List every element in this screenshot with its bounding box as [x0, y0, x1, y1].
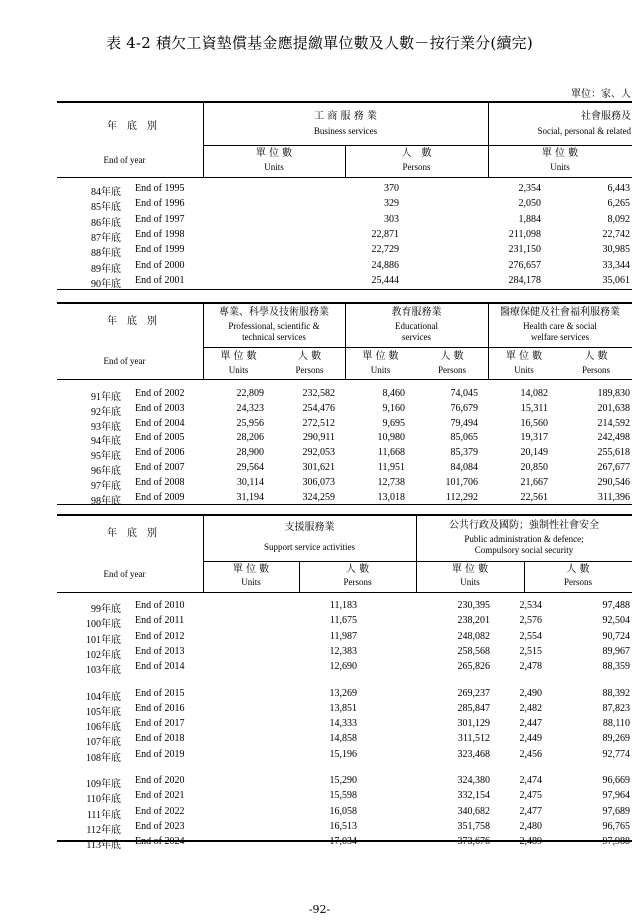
cell-value: 92,504: [602, 615, 630, 627]
cell-value: 97,488: [602, 600, 630, 611]
units-en: Units: [241, 577, 261, 587]
table-row: [57, 688, 632, 703]
year-en: End of 2004: [135, 417, 185, 429]
year-en: End of 1997: [135, 213, 185, 225]
cell-value: 74,045: [450, 388, 478, 399]
cell-value: 97,988: [602, 836, 630, 848]
cell-value: 2,490: [519, 687, 542, 699]
year-en: End of 2005: [135, 432, 185, 444]
year-zh: 103年底: [86, 665, 121, 677]
year-en: End of 2015: [135, 687, 185, 699]
table-row: [57, 418, 632, 433]
cell-value: 2,447: [519, 718, 542, 730]
professional-services-zh: 專業、科學及技術服務業: [219, 307, 329, 318]
cell-value: 292,053: [302, 447, 335, 459]
cell-value: 2,576: [519, 615, 542, 627]
cell-value: 10,980: [377, 432, 405, 444]
cell-value: 2,489: [519, 836, 542, 848]
cell-value: 112,292: [445, 491, 478, 503]
year-en: End of 2013: [135, 645, 185, 657]
year-header-en: End of year: [103, 356, 146, 366]
cell-value: 16,560: [520, 417, 548, 429]
cell-value: 301,621: [302, 462, 335, 473]
cell-value: 14,082: [520, 388, 548, 399]
section1-table: [57, 101, 632, 291]
year-zh: 89年底: [91, 263, 121, 275]
units-en: Units: [228, 365, 249, 375]
persons-en: Persons: [295, 365, 324, 375]
cell-value: 21,667: [520, 476, 548, 488]
table-row: [57, 836, 632, 851]
table-row: [57, 821, 632, 836]
cell-value: 24,323: [236, 402, 264, 414]
units-en: Units: [370, 365, 391, 375]
table-row: [57, 477, 632, 492]
table-row: [57, 432, 632, 447]
year-en: End of 2003: [135, 402, 185, 414]
education-services-en1: Educational: [395, 321, 438, 331]
cell-value: 19,317: [520, 432, 548, 444]
year-en: End of 2018: [135, 733, 185, 745]
cell-value: 85,379: [450, 447, 478, 459]
year-zh: 98年底: [91, 495, 121, 507]
cell-value: 2,354: [518, 183, 541, 194]
year-zh: 96年底: [91, 466, 121, 477]
units-zh: 單 位 數: [362, 351, 399, 362]
professional-services-en1: Professional, scientific &: [228, 321, 320, 331]
cell-value: 324,259: [302, 491, 335, 503]
cell-value: 12,690: [329, 661, 357, 673]
cell-value: 15,290: [329, 775, 357, 786]
cell-value: 14,333: [329, 718, 357, 730]
persons-en: Persons: [437, 365, 466, 375]
year-en: End of 2019: [135, 748, 185, 760]
cell-value: 79,494: [450, 417, 478, 429]
cell-value: 12,738: [377, 476, 405, 488]
cell-value: 2,456: [519, 748, 542, 760]
cell-value: 28,900: [236, 447, 264, 459]
table-row: [57, 615, 632, 630]
units-zh: 單 位 數: [255, 148, 293, 159]
year-zh: 100年底: [86, 619, 121, 631]
table-row: [57, 244, 632, 259]
cell-value: 211,098: [508, 228, 541, 240]
cell-value: 96,669: [602, 775, 630, 786]
cell-value: 25,956: [236, 417, 264, 429]
year-en: End of 2012: [135, 630, 185, 642]
year-zh: 87年底: [91, 232, 121, 244]
cell-value: 97,964: [602, 790, 630, 802]
year-zh: 108年底: [86, 752, 121, 764]
cell-value: 232,582: [302, 388, 335, 399]
year-zh: 86年底: [91, 217, 121, 229]
table-row: [57, 492, 632, 507]
cell-value: 11,675: [329, 615, 357, 627]
cell-value: 230,395: [457, 600, 490, 611]
cell-value: 14,858: [329, 733, 357, 745]
cell-value: 13,018: [377, 491, 405, 503]
year-en: End of 2024: [135, 836, 185, 848]
public-admin-en2: Compulsory social security: [474, 545, 574, 555]
cell-value: 20,149: [520, 447, 548, 459]
units-zh: 單 位 數: [451, 564, 489, 575]
cell-value: 265,826: [457, 661, 490, 673]
health-services-en2: welfare services: [530, 332, 590, 342]
table-row: [57, 183, 632, 198]
page-title: 表 4-2 積欠工資墊償基金應提繳單位數及人數－按行業分(續完): [106, 34, 533, 52]
cell-value: 84,084: [450, 462, 478, 473]
cell-value: 15,196: [329, 748, 357, 760]
table-row: [57, 462, 632, 477]
cell-value: 2,475: [519, 790, 542, 802]
cell-value: 85,065: [450, 432, 478, 444]
year-en: End of 2000: [135, 259, 185, 271]
year-en: End of 2002: [135, 388, 185, 399]
table-row: [57, 775, 632, 790]
persons-en: Persons: [343, 577, 372, 587]
table-row: [57, 600, 632, 615]
persons-zh: 人 數: [566, 564, 590, 575]
cell-value: 8,092: [607, 213, 630, 225]
cell-value: 22,871: [371, 228, 399, 240]
cell-value: 97,689: [602, 805, 630, 817]
cell-value: 20,850: [520, 462, 548, 473]
year-zh: 110年底: [86, 794, 121, 806]
year-en: End of 2014: [135, 661, 185, 673]
cell-value: 324,380: [457, 775, 490, 786]
year-zh: 90年底: [91, 278, 121, 290]
year-en: End of 1998: [135, 228, 185, 240]
cell-value: 2,474: [519, 775, 542, 786]
year-en: End of 2011: [135, 615, 185, 627]
cell-value: 1,884: [518, 213, 541, 225]
cell-value: 284,178: [508, 274, 541, 286]
units-zh: 單 位 數: [505, 351, 543, 362]
cell-value: 2,478: [519, 661, 542, 673]
unit-label: 單位：家、人: [571, 89, 631, 100]
year-zh: 106年底: [86, 722, 121, 734]
year-en: End of 2020: [135, 775, 185, 786]
year-zh: 93年底: [91, 421, 121, 433]
table-row: [57, 806, 632, 821]
cell-value: 351,758: [457, 820, 490, 832]
cell-value: 2,449: [519, 733, 542, 745]
year-en: End of 2016: [135, 702, 185, 714]
cell-value: 13,269: [329, 687, 357, 699]
public-admin-en1: Public administration & defence;: [464, 534, 584, 544]
cell-value: 370: [384, 183, 399, 194]
cell-value: 25,444: [371, 274, 399, 286]
cell-value: 6,443: [607, 183, 630, 194]
units-zh: 單 位 數: [220, 351, 257, 362]
year-en: End of 2021: [135, 790, 185, 802]
cell-value: 16,513: [329, 820, 357, 832]
units-en: Units: [550, 162, 570, 172]
persons-zh: 人 數: [440, 351, 464, 362]
cell-value: 189,830: [597, 388, 630, 399]
cell-value: 258,568: [457, 645, 490, 657]
year-en: End of 2023: [135, 820, 185, 832]
cell-value: 373,676: [457, 836, 490, 848]
cell-value: 29,564: [236, 462, 264, 473]
table-row: [57, 718, 632, 733]
cell-value: 11,668: [377, 447, 405, 459]
cell-value: 329: [384, 198, 399, 210]
cell-value: 201,638: [597, 402, 630, 414]
year-zh: 112年底: [86, 824, 121, 836]
cell-value: 2,477: [519, 805, 542, 817]
table-row: [57, 229, 632, 244]
units-en: Units: [514, 365, 534, 375]
health-services-zh: 醫療保健及社會福利服務業: [500, 307, 620, 318]
cell-value: 89,269: [602, 733, 630, 745]
cell-value: 8,460: [382, 388, 405, 399]
cell-value: 285,847: [457, 702, 490, 714]
cell-value: 13,851: [329, 702, 357, 714]
cell-value: 15,311: [520, 402, 548, 414]
cell-value: 15,598: [329, 790, 357, 802]
table-row: [57, 447, 632, 462]
cell-value: 88,359: [602, 661, 630, 673]
cell-value: 267,677: [597, 462, 630, 473]
year-zh: 95年底: [91, 451, 121, 463]
table-row: [57, 260, 632, 275]
year-zh: 113年底: [86, 840, 121, 852]
cell-value: 96,765: [602, 820, 630, 832]
cell-value: 31,194: [236, 491, 264, 503]
year-header-en: End of year: [103, 569, 146, 579]
year-en: End of 2001: [135, 274, 185, 286]
year-en: End of 1999: [135, 244, 185, 256]
year-zh: 85年底: [91, 202, 121, 214]
cell-value: 28,206: [236, 432, 264, 444]
section3-table: [57, 514, 632, 852]
cell-value: 255,618: [597, 447, 630, 459]
year-zh: 109年底: [86, 779, 121, 790]
year-en: End of 2022: [135, 805, 185, 817]
cell-value: 242,498: [597, 432, 630, 444]
year-en: End of 2007: [135, 462, 185, 473]
education-services-en2: services: [402, 332, 431, 342]
cell-value: 33,344: [602, 259, 630, 271]
cell-value: 11,987: [329, 630, 357, 642]
table-row: [57, 214, 632, 229]
persons-en: Persons: [581, 365, 610, 375]
year-zh: 107年底: [86, 737, 121, 749]
year-zh: 84年底: [91, 187, 121, 198]
support-services-zh: 支援服務業: [284, 522, 335, 533]
cell-value: 90,724: [602, 630, 630, 642]
business-services-en: Business services: [313, 126, 378, 136]
public-admin-zh: 公共行政及國防；強制性社會安全: [449, 520, 599, 531]
cell-value: 254,476: [302, 402, 335, 414]
year-zh: 102年底: [86, 649, 121, 661]
year-zh: 104年底: [86, 691, 121, 703]
persons-zh: 人 數: [297, 351, 322, 362]
cell-value: 2,050: [518, 198, 541, 210]
cell-value: 16,058: [329, 805, 357, 817]
table-row: [57, 703, 632, 718]
units-zh: 單 位 數: [232, 564, 270, 575]
cell-value: 76,679: [450, 402, 478, 414]
cell-value: 30,985: [602, 244, 630, 256]
cell-value: 88,110: [602, 718, 630, 730]
cell-value: 269,237: [457, 687, 490, 699]
professional-services-en2: technical services: [242, 332, 306, 342]
table-row: [57, 198, 632, 213]
cell-value: 6,265: [607, 198, 630, 210]
cell-value: 303: [384, 213, 399, 225]
year-zh: 92年底: [91, 406, 121, 418]
cell-value: 231,150: [508, 244, 541, 256]
cell-value: 22,729: [371, 244, 399, 256]
year-zh: 88年底: [91, 248, 121, 260]
cell-value: 9,695: [382, 417, 405, 429]
persons-zh: 人 數: [584, 351, 608, 362]
cell-value: 214,592: [597, 417, 630, 429]
year-zh: 97年底: [91, 480, 121, 492]
year-header-zh: 年 底 別: [107, 528, 157, 539]
year-en: End of 2006: [135, 447, 185, 459]
table-row: [57, 403, 632, 418]
cell-value: 88,392: [602, 687, 630, 699]
cell-value: 323,468: [457, 748, 490, 760]
year-en: End of 2010: [135, 600, 185, 611]
persons-en: Persons: [563, 577, 592, 587]
table-row: [57, 749, 632, 764]
persons-zh: 人 數: [345, 564, 370, 575]
year-zh: 105年底: [86, 706, 121, 718]
cell-value: 272,512: [302, 417, 335, 429]
cell-value: 35,061: [602, 274, 630, 286]
year-en: End of 2017: [135, 718, 185, 730]
year-zh: 94年底: [91, 436, 121, 448]
cell-value: 311,512: [457, 733, 490, 745]
year-en: End of 2008: [135, 476, 185, 488]
year-en: End of 1996: [135, 198, 185, 210]
cell-value: 2,482: [519, 702, 542, 714]
year-header-zh: 年 底 別: [107, 121, 157, 132]
cell-value: 238,201: [457, 615, 490, 627]
cell-value: 22,561: [520, 491, 548, 503]
cell-value: 92,774: [602, 748, 630, 760]
year-header-zh: 年 底 別: [107, 316, 157, 327]
cell-value: 89,967: [602, 645, 630, 657]
education-services-zh: 教育服務業: [391, 307, 442, 318]
units-zh: 單 位 數: [541, 148, 579, 159]
table-row: [57, 733, 632, 748]
cell-value: 30,114: [236, 476, 264, 488]
cell-value: 306,073: [302, 476, 335, 488]
section2-table: [57, 302, 632, 507]
cell-value: 248,082: [457, 630, 490, 642]
cell-value: 9,160: [382, 402, 405, 414]
cell-value: 22,742: [602, 228, 630, 240]
social-services-en: Social, personal & related: [537, 126, 631, 136]
table-row: [57, 275, 632, 290]
cell-value: 24,886: [371, 259, 399, 271]
units-en: Units: [264, 162, 284, 172]
cell-value: 2,515: [519, 645, 542, 657]
business-services-zh: 工 商 服 務 業: [314, 111, 377, 122]
support-services-en: Support service activities: [264, 542, 355, 552]
units-en: Units: [460, 577, 480, 587]
health-services-en1: Health care & social: [523, 321, 597, 331]
year-en: End of 1995: [135, 183, 185, 194]
year-en: End of 2009: [135, 491, 185, 503]
table-row: [57, 631, 632, 646]
cell-value: 17,034: [329, 836, 357, 848]
table-row: [57, 388, 632, 403]
year-zh: 101年底: [86, 634, 121, 646]
table-row: [57, 790, 632, 805]
year-zh: 111年底: [86, 809, 121, 821]
social-services-zh: 社會服務及: [581, 111, 631, 122]
cell-value: 22,809: [236, 388, 264, 399]
persons-zh: 人 數: [401, 148, 432, 159]
cell-value: 87,823: [602, 702, 630, 714]
cell-value: 101,706: [445, 476, 478, 488]
cell-value: 290,546: [597, 476, 630, 488]
year-header-en: End of year: [103, 155, 146, 165]
cell-value: 2,534: [519, 600, 542, 611]
cell-value: 301,129: [457, 718, 490, 730]
cell-value: 11,951: [377, 462, 405, 473]
cell-value: 332,154: [457, 790, 490, 802]
cell-value: 2,554: [519, 630, 542, 642]
page-number: -92-: [308, 903, 331, 916]
cell-value: 12,383: [329, 645, 357, 657]
table-row: [57, 646, 632, 661]
table-row: [57, 661, 632, 676]
year-zh: 99年底: [91, 604, 121, 615]
cell-value: 340,682: [457, 805, 490, 817]
cell-value: 11,183: [329, 600, 357, 611]
cell-value: 311,396: [597, 491, 630, 503]
year-zh: 91年底: [91, 392, 121, 403]
persons-en: Persons: [402, 162, 431, 172]
cell-value: 290,911: [302, 432, 335, 444]
cell-value: 2,480: [519, 820, 542, 832]
cell-value: 276,657: [508, 259, 541, 271]
